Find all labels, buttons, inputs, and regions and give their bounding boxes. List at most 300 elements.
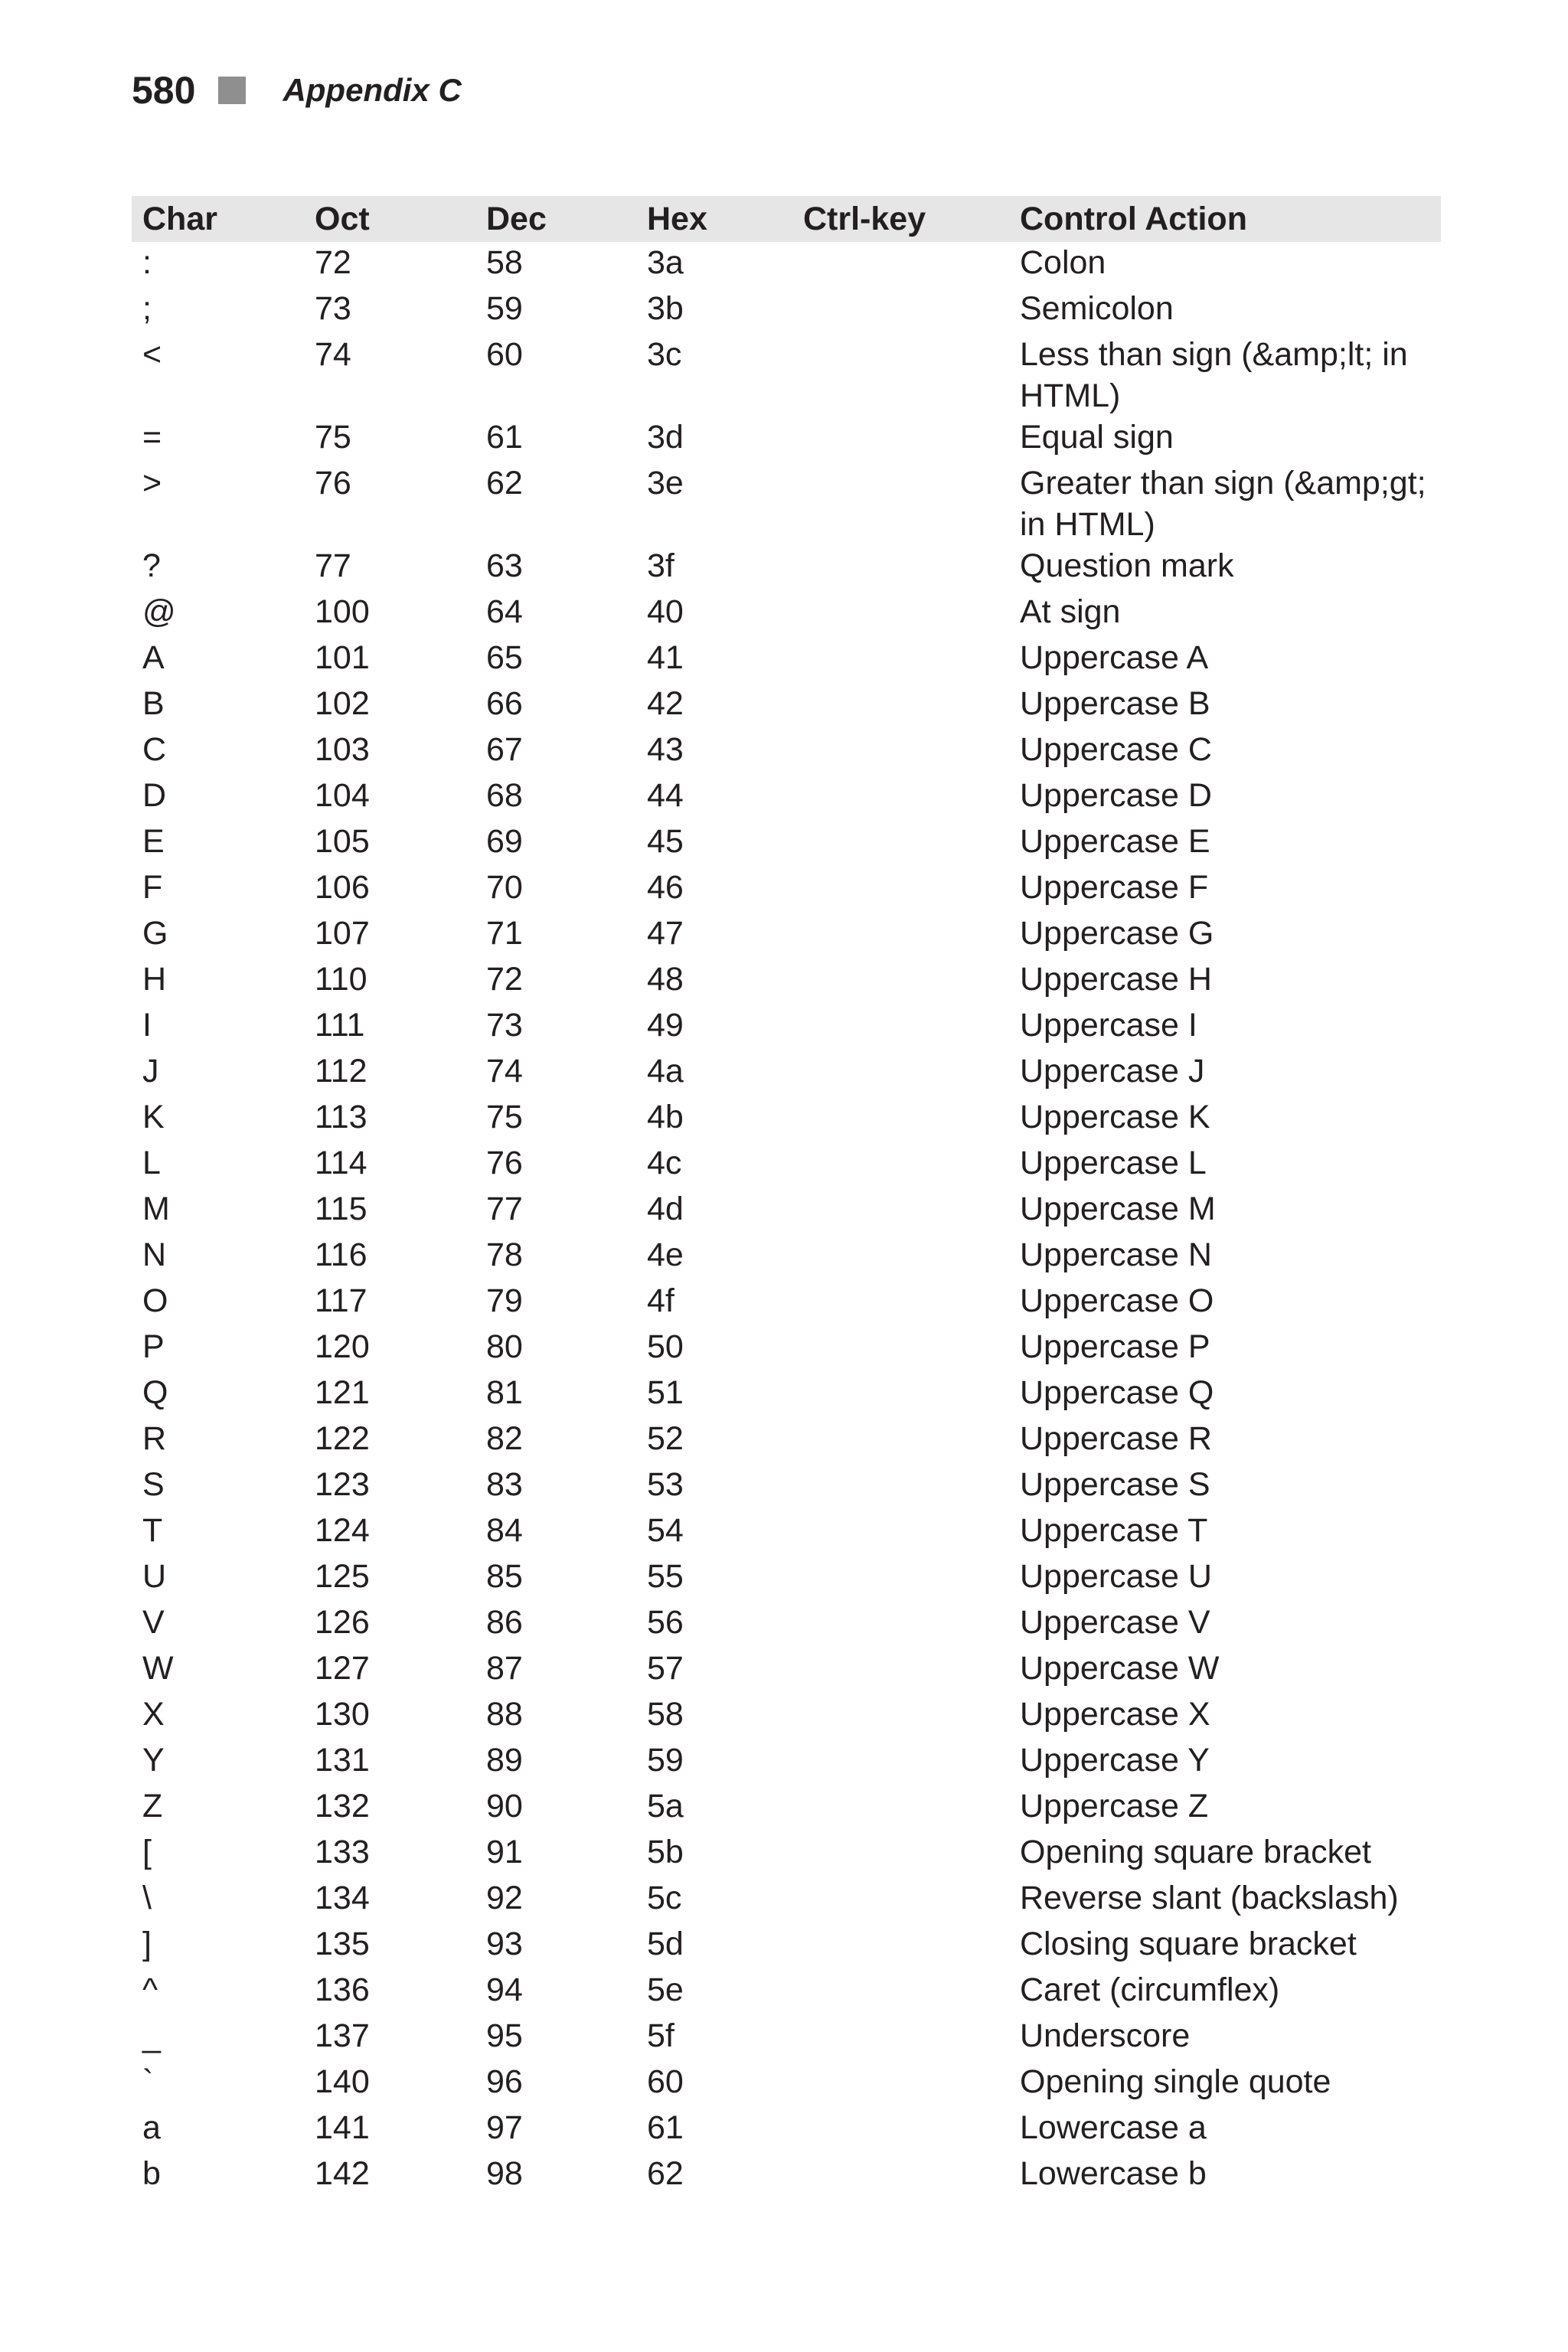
control-action-cell: Uppercase V bbox=[1020, 1604, 1210, 1641]
dec-cell: 92 bbox=[486, 1880, 523, 1916]
control-action-cell: Caret (circumflex) bbox=[1020, 1971, 1280, 2008]
page-number: 580 bbox=[132, 69, 196, 112]
hex-cell: 3c bbox=[647, 336, 682, 373]
table-row bbox=[132, 1923, 1441, 1969]
dec-cell: 60 bbox=[486, 336, 523, 373]
char-cell: ] bbox=[142, 1926, 152, 1962]
oct-cell: 115 bbox=[315, 1191, 368, 1227]
char-cell: < bbox=[142, 336, 162, 373]
table-row bbox=[132, 959, 1441, 1004]
control-action-cell: Question mark bbox=[1020, 547, 1234, 584]
char-cell: S bbox=[142, 1466, 165, 1503]
control-action-cell: Underscore bbox=[1020, 2017, 1191, 2054]
table-row bbox=[132, 821, 1441, 867]
dec-cell: 71 bbox=[486, 915, 523, 952]
hex-cell: 4b bbox=[647, 1099, 684, 1135]
oct-cell: 114 bbox=[315, 1145, 368, 1181]
hex-cell: 56 bbox=[647, 1604, 684, 1641]
control-action-cell: Uppercase O bbox=[1020, 1282, 1214, 1319]
control-action-cell: Uppercase N bbox=[1020, 1236, 1212, 1273]
char-cell: L bbox=[142, 1145, 161, 1181]
ctrl-key-cell bbox=[803, 242, 1009, 288]
dec-cell: 62 bbox=[486, 465, 523, 501]
table-row bbox=[132, 1648, 1441, 1694]
dec-cell: 73 bbox=[486, 1007, 523, 1044]
control-action-cell: Uppercase J bbox=[1020, 1053, 1205, 1089]
table-row bbox=[132, 1188, 1441, 1234]
dec-cell: 87 bbox=[486, 1650, 523, 1687]
table-row bbox=[132, 416, 1441, 462]
ctrl-key-cell bbox=[803, 1464, 1009, 1510]
table-row bbox=[132, 1326, 1441, 1372]
oct-cell: 102 bbox=[315, 685, 370, 722]
table-row bbox=[132, 1740, 1441, 1785]
control-action-cell: Uppercase F bbox=[1020, 869, 1209, 906]
running-head bbox=[132, 66, 462, 115]
control-action-cell: Uppercase K bbox=[1020, 1099, 1210, 1135]
oct-cell: 142 bbox=[315, 2155, 370, 2192]
hex-cell: 3a bbox=[647, 244, 684, 281]
table-row bbox=[132, 545, 1441, 591]
control-action-cell: Uppercase G bbox=[1020, 915, 1214, 952]
control-action-cell: Uppercase M bbox=[1020, 1191, 1216, 1227]
hex-cell: 57 bbox=[647, 1650, 684, 1687]
char-cell: \ bbox=[142, 1880, 152, 1916]
ctrl-key-cell bbox=[803, 1923, 1009, 1969]
char-cell: T bbox=[142, 1512, 163, 1549]
ctrl-key-cell bbox=[803, 1234, 1009, 1280]
table-row bbox=[132, 1234, 1441, 1280]
ctrl-key-cell bbox=[803, 416, 1009, 462]
control-action-cell: Uppercase C bbox=[1020, 731, 1212, 768]
ctrl-key-cell bbox=[803, 637, 1009, 683]
table-row bbox=[132, 1785, 1441, 1831]
char-cell: ` bbox=[142, 2063, 154, 2100]
dec-cell: 77 bbox=[486, 1191, 523, 1227]
oct-cell: 117 bbox=[315, 1282, 368, 1319]
oct-cell: 73 bbox=[315, 290, 351, 327]
table-row bbox=[132, 1877, 1441, 1923]
table-row bbox=[132, 2061, 1441, 2107]
ctrl-key-cell bbox=[803, 1556, 1009, 1602]
dec-cell: 84 bbox=[486, 1512, 523, 1549]
oct-cell: 112 bbox=[315, 1053, 368, 1089]
oct-cell: 123 bbox=[315, 1466, 370, 1503]
table-row bbox=[132, 1556, 1441, 1602]
hex-cell: 61 bbox=[647, 2109, 684, 2146]
control-action-cell: Uppercase L bbox=[1020, 1145, 1207, 1181]
ctrl-key-cell bbox=[803, 1004, 1009, 1050]
ctrl-key-cell bbox=[803, 683, 1009, 729]
oct-cell: 72 bbox=[315, 244, 351, 281]
table-row bbox=[132, 1280, 1441, 1326]
table-row bbox=[132, 1142, 1441, 1188]
char-cell: W bbox=[142, 1650, 174, 1687]
char-cell: ^ bbox=[142, 1971, 158, 2008]
dec-cell: 82 bbox=[486, 1420, 523, 1457]
hex-cell: 4c bbox=[647, 1145, 682, 1181]
ctrl-key-cell bbox=[803, 1877, 1009, 1923]
char-cell: a bbox=[142, 2109, 161, 2146]
oct-cell: 111 bbox=[315, 1007, 365, 1044]
control-action-cell: Lowercase b bbox=[1020, 2155, 1207, 2192]
control-action-cell: Uppercase B bbox=[1020, 685, 1210, 722]
ctrl-key-cell bbox=[803, 1096, 1009, 1142]
control-action-cell: Uppercase Y bbox=[1020, 1742, 1210, 1779]
control-action-cell: Uppercase X bbox=[1020, 1696, 1210, 1733]
ctrl-key-cell bbox=[803, 775, 1009, 821]
char-cell: O bbox=[142, 1282, 168, 1319]
hex-cell: 4d bbox=[647, 1191, 684, 1227]
appendix-title: Appendix C bbox=[283, 72, 462, 108]
table-row bbox=[132, 729, 1441, 775]
table-row bbox=[132, 1464, 1441, 1510]
hex-cell: 3d bbox=[647, 419, 684, 456]
char-cell: E bbox=[142, 823, 165, 860]
hex-cell: 53 bbox=[647, 1466, 684, 1503]
dec-cell: 88 bbox=[486, 1696, 523, 1733]
control-action-cell: Equal sign bbox=[1020, 419, 1174, 456]
ctrl-key-cell bbox=[803, 1740, 1009, 1785]
ctrl-key-cell bbox=[803, 1418, 1009, 1464]
char-cell: J bbox=[142, 1053, 159, 1089]
hex-cell: 42 bbox=[647, 685, 684, 722]
ctrl-key-cell bbox=[803, 1510, 1009, 1556]
table-row bbox=[132, 591, 1441, 637]
table-row bbox=[132, 867, 1441, 913]
col-header-dec: Dec bbox=[486, 201, 547, 237]
dec-cell: 68 bbox=[486, 777, 523, 814]
dec-cell: 94 bbox=[486, 1971, 523, 2008]
oct-cell: 120 bbox=[315, 1328, 370, 1365]
char-cell: H bbox=[142, 961, 167, 998]
table-row bbox=[132, 913, 1441, 959]
dec-cell: 65 bbox=[486, 639, 523, 676]
dec-cell: 89 bbox=[486, 1742, 523, 1779]
control-action-cell: Uppercase P bbox=[1020, 1328, 1210, 1365]
char-cell: D bbox=[142, 777, 167, 814]
hex-cell: 4f bbox=[647, 1282, 675, 1319]
hex-cell: 41 bbox=[647, 639, 684, 676]
hex-cell: 5b bbox=[647, 1834, 684, 1870]
char-cell: ? bbox=[142, 547, 161, 584]
table-row bbox=[132, 775, 1441, 821]
char-cell: A bbox=[142, 639, 165, 676]
dec-cell: 93 bbox=[486, 1926, 523, 1962]
hex-cell: 43 bbox=[647, 731, 684, 768]
hex-cell: 58 bbox=[647, 1696, 684, 1733]
char-cell: B bbox=[142, 685, 165, 722]
oct-cell: 133 bbox=[315, 1834, 370, 1870]
hex-cell: 44 bbox=[647, 777, 684, 814]
char-cell: Q bbox=[142, 1374, 168, 1411]
char-cell: F bbox=[142, 869, 163, 906]
char-cell: K bbox=[142, 1099, 165, 1135]
hex-cell: 47 bbox=[647, 915, 684, 952]
ctrl-key-cell bbox=[803, 1372, 1009, 1418]
oct-cell: 74 bbox=[315, 336, 351, 373]
dec-cell: 67 bbox=[486, 731, 523, 768]
char-cell: Z bbox=[142, 1788, 163, 1824]
hex-cell: 5a bbox=[647, 1788, 684, 1824]
ctrl-key-cell bbox=[803, 1648, 1009, 1694]
char-cell: C bbox=[142, 731, 167, 768]
ctrl-key-cell bbox=[803, 1602, 1009, 1648]
oct-cell: 132 bbox=[315, 1788, 370, 1824]
dec-cell: 78 bbox=[486, 1236, 523, 1273]
oct-cell: 122 bbox=[315, 1420, 370, 1457]
table-row bbox=[132, 334, 1441, 416]
dec-cell: 95 bbox=[486, 2017, 523, 2054]
char-cell: M bbox=[142, 1191, 170, 1227]
ctrl-key-cell bbox=[803, 2061, 1009, 2107]
hex-cell: 60 bbox=[647, 2063, 684, 2100]
control-action-cell: Uppercase H bbox=[1020, 961, 1212, 998]
ctrl-key-cell bbox=[803, 729, 1009, 775]
ascii-table bbox=[132, 196, 1441, 2199]
hex-cell: 5d bbox=[647, 1926, 684, 1962]
col-header-char: Char bbox=[142, 201, 217, 237]
ctrl-key-cell bbox=[803, 1142, 1009, 1188]
ctrl-key-cell bbox=[803, 1188, 1009, 1234]
oct-cell: 135 bbox=[315, 1926, 370, 1962]
oct-cell: 75 bbox=[315, 419, 351, 456]
char-cell: X bbox=[142, 1696, 165, 1733]
table-row bbox=[132, 1694, 1441, 1740]
table-row bbox=[132, 2015, 1441, 2061]
dec-cell: 81 bbox=[486, 1374, 523, 1411]
hex-cell: 48 bbox=[647, 961, 684, 998]
control-action-cell: Uppercase U bbox=[1020, 1558, 1212, 1595]
dec-cell: 69 bbox=[486, 823, 523, 860]
control-action-cell: Opening single quote bbox=[1020, 2063, 1331, 2100]
ctrl-key-cell bbox=[803, 545, 1009, 591]
col-header-ctrl-key: Ctrl-key bbox=[803, 201, 926, 237]
dec-cell: 64 bbox=[486, 593, 523, 630]
dec-cell: 97 bbox=[486, 2109, 523, 2146]
hex-cell: 4a bbox=[647, 1053, 684, 1089]
dec-cell: 61 bbox=[486, 419, 523, 456]
char-cell: G bbox=[142, 915, 168, 952]
ctrl-key-cell bbox=[803, 591, 1009, 637]
dec-cell: 76 bbox=[486, 1145, 523, 1181]
hex-cell: 3b bbox=[647, 290, 684, 327]
table-row bbox=[132, 288, 1441, 334]
oct-cell: 116 bbox=[315, 1236, 368, 1273]
dec-cell: 74 bbox=[486, 1053, 523, 1089]
dec-cell: 75 bbox=[486, 1099, 523, 1135]
ctrl-key-cell bbox=[803, 1969, 1009, 2015]
ctrl-key-cell bbox=[803, 1831, 1009, 1877]
dec-cell: 85 bbox=[486, 1558, 523, 1595]
table-row bbox=[132, 1050, 1441, 1096]
control-action-cell: Colon bbox=[1020, 244, 1106, 281]
ctrl-key-cell bbox=[803, 821, 1009, 867]
oct-cell: 131 bbox=[315, 1742, 370, 1779]
char-cell: b bbox=[142, 2155, 161, 2192]
hex-cell: 5f bbox=[647, 2017, 675, 2054]
control-action-cell: Uppercase I bbox=[1020, 1007, 1197, 1044]
hex-cell: 62 bbox=[647, 2155, 684, 2192]
oct-cell: 104 bbox=[315, 777, 370, 814]
hex-cell: 4e bbox=[647, 1236, 684, 1273]
control-action-cell: Semicolon bbox=[1020, 290, 1174, 327]
oct-cell: 136 bbox=[315, 1971, 370, 2008]
ctrl-key-cell bbox=[803, 1326, 1009, 1372]
char-cell: V bbox=[142, 1604, 165, 1641]
table-row bbox=[132, 2153, 1441, 2199]
char-cell: _ bbox=[142, 2017, 161, 2054]
char-cell: > bbox=[142, 465, 162, 501]
control-action-cell: Greater than sign (&amp;gt; in HTML) bbox=[1020, 465, 1426, 543]
hex-cell: 54 bbox=[647, 1512, 684, 1549]
dec-cell: 66 bbox=[486, 685, 523, 722]
control-action-cell: Uppercase E bbox=[1020, 823, 1210, 860]
char-cell: R bbox=[142, 1420, 167, 1457]
oct-cell: 106 bbox=[315, 869, 370, 906]
table-row bbox=[132, 242, 1441, 288]
oct-cell: 103 bbox=[315, 731, 370, 768]
control-action-cell: Uppercase T bbox=[1020, 1512, 1208, 1549]
oct-cell: 110 bbox=[315, 961, 368, 998]
dec-cell: 90 bbox=[486, 1788, 523, 1824]
square-ornament-icon bbox=[218, 77, 246, 104]
oct-cell: 141 bbox=[315, 2109, 370, 2146]
char-cell: U bbox=[142, 1558, 167, 1595]
table-row bbox=[132, 2107, 1441, 2153]
table-row bbox=[132, 462, 1441, 545]
ctrl-key-cell bbox=[803, 959, 1009, 1004]
oct-cell: 125 bbox=[315, 1558, 370, 1595]
dec-cell: 70 bbox=[486, 869, 523, 906]
oct-cell: 105 bbox=[315, 823, 370, 860]
dec-cell: 86 bbox=[486, 1604, 523, 1641]
hex-cell: 59 bbox=[647, 1742, 684, 1779]
control-action-cell: Closing square bracket bbox=[1020, 1926, 1357, 1962]
char-cell: [ bbox=[142, 1834, 152, 1870]
oct-cell: 124 bbox=[315, 1512, 370, 1549]
dec-cell: 83 bbox=[486, 1466, 523, 1503]
table-row bbox=[132, 1004, 1441, 1050]
ctrl-key-cell bbox=[803, 2015, 1009, 2061]
ctrl-key-cell bbox=[803, 288, 1009, 334]
oct-cell: 126 bbox=[315, 1604, 370, 1641]
ctrl-key-cell bbox=[803, 334, 1009, 416]
ctrl-key-cell bbox=[803, 462, 1009, 545]
dec-cell: 79 bbox=[486, 1282, 523, 1319]
table-row bbox=[132, 1602, 1441, 1648]
hex-cell: 49 bbox=[647, 1007, 684, 1044]
table-row bbox=[132, 1969, 1441, 2015]
char-cell: I bbox=[142, 1007, 152, 1044]
hex-cell: 55 bbox=[647, 1558, 684, 1595]
char-cell: : bbox=[142, 244, 152, 281]
dec-cell: 63 bbox=[486, 547, 523, 584]
ctrl-key-cell bbox=[803, 2107, 1009, 2153]
control-action-cell: Opening square bracket bbox=[1020, 1834, 1371, 1870]
hex-cell: 5c bbox=[647, 1880, 682, 1916]
control-action-cell: Uppercase S bbox=[1020, 1466, 1210, 1503]
oct-cell: 134 bbox=[315, 1880, 370, 1916]
hex-cell: 52 bbox=[647, 1420, 684, 1457]
control-action-cell: Less than sign (&amp;lt; in HTML) bbox=[1020, 336, 1408, 414]
hex-cell: 46 bbox=[647, 869, 684, 906]
table-header-row bbox=[132, 196, 1441, 242]
col-header-hex: Hex bbox=[647, 201, 707, 237]
control-action-cell: Lowercase a bbox=[1020, 2109, 1207, 2146]
dec-cell: 72 bbox=[486, 961, 523, 998]
table-body bbox=[132, 242, 1441, 2199]
control-action-cell: Uppercase Q bbox=[1020, 1374, 1214, 1411]
dec-cell: 58 bbox=[486, 244, 523, 281]
char-cell: P bbox=[142, 1328, 165, 1365]
table-row bbox=[132, 1831, 1441, 1877]
ctrl-key-cell bbox=[803, 1050, 1009, 1096]
char-cell: @ bbox=[142, 593, 176, 630]
table-row bbox=[132, 1510, 1441, 1556]
ctrl-key-cell bbox=[803, 867, 1009, 913]
ctrl-key-cell bbox=[803, 2153, 1009, 2199]
ctrl-key-cell bbox=[803, 1785, 1009, 1831]
control-action-cell: Uppercase Z bbox=[1020, 1788, 1209, 1824]
oct-cell: 113 bbox=[315, 1099, 368, 1135]
char-cell: N bbox=[142, 1236, 167, 1273]
control-action-cell: Uppercase D bbox=[1020, 777, 1212, 814]
table-row bbox=[132, 1372, 1441, 1418]
dec-cell: 91 bbox=[486, 1834, 523, 1870]
oct-cell: 76 bbox=[315, 465, 351, 501]
col-header-oct: Oct bbox=[315, 201, 370, 237]
hex-cell: 3f bbox=[647, 547, 675, 584]
oct-cell: 100 bbox=[315, 593, 370, 630]
ctrl-key-cell bbox=[803, 1280, 1009, 1326]
oct-cell: 130 bbox=[315, 1696, 370, 1733]
col-header-control-action: Control Action bbox=[1020, 201, 1247, 237]
hex-cell: 5e bbox=[647, 1971, 684, 2008]
ctrl-key-cell bbox=[803, 913, 1009, 959]
table-row bbox=[132, 1096, 1441, 1142]
dec-cell: 96 bbox=[486, 2063, 523, 2100]
oct-cell: 121 bbox=[315, 1374, 370, 1411]
ctrl-key-cell bbox=[803, 1694, 1009, 1740]
dec-cell: 59 bbox=[486, 290, 523, 327]
table-row bbox=[132, 1418, 1441, 1464]
hex-cell: 45 bbox=[647, 823, 684, 860]
hex-cell: 40 bbox=[647, 593, 684, 630]
char-cell: ; bbox=[142, 290, 152, 327]
control-action-cell: At sign bbox=[1020, 593, 1121, 630]
control-action-cell: Reverse slant (backslash) bbox=[1020, 1880, 1399, 1916]
oct-cell: 77 bbox=[315, 547, 351, 584]
hex-cell: 51 bbox=[647, 1374, 684, 1411]
char-cell: = bbox=[142, 419, 162, 456]
hex-cell: 50 bbox=[647, 1328, 684, 1365]
oct-cell: 127 bbox=[315, 1650, 370, 1687]
control-action-cell: Uppercase R bbox=[1020, 1420, 1212, 1457]
char-cell: Y bbox=[142, 1742, 165, 1779]
control-action-cell: Uppercase A bbox=[1020, 639, 1209, 676]
dec-cell: 98 bbox=[486, 2155, 523, 2192]
oct-cell: 107 bbox=[315, 915, 370, 952]
oct-cell: 101 bbox=[315, 639, 370, 676]
oct-cell: 140 bbox=[315, 2063, 370, 2100]
table-row bbox=[132, 683, 1441, 729]
table-row bbox=[132, 637, 1441, 683]
oct-cell: 137 bbox=[315, 2017, 370, 2054]
dec-cell: 80 bbox=[486, 1328, 523, 1365]
hex-cell: 3e bbox=[647, 465, 684, 501]
control-action-cell: Uppercase W bbox=[1020, 1650, 1220, 1687]
